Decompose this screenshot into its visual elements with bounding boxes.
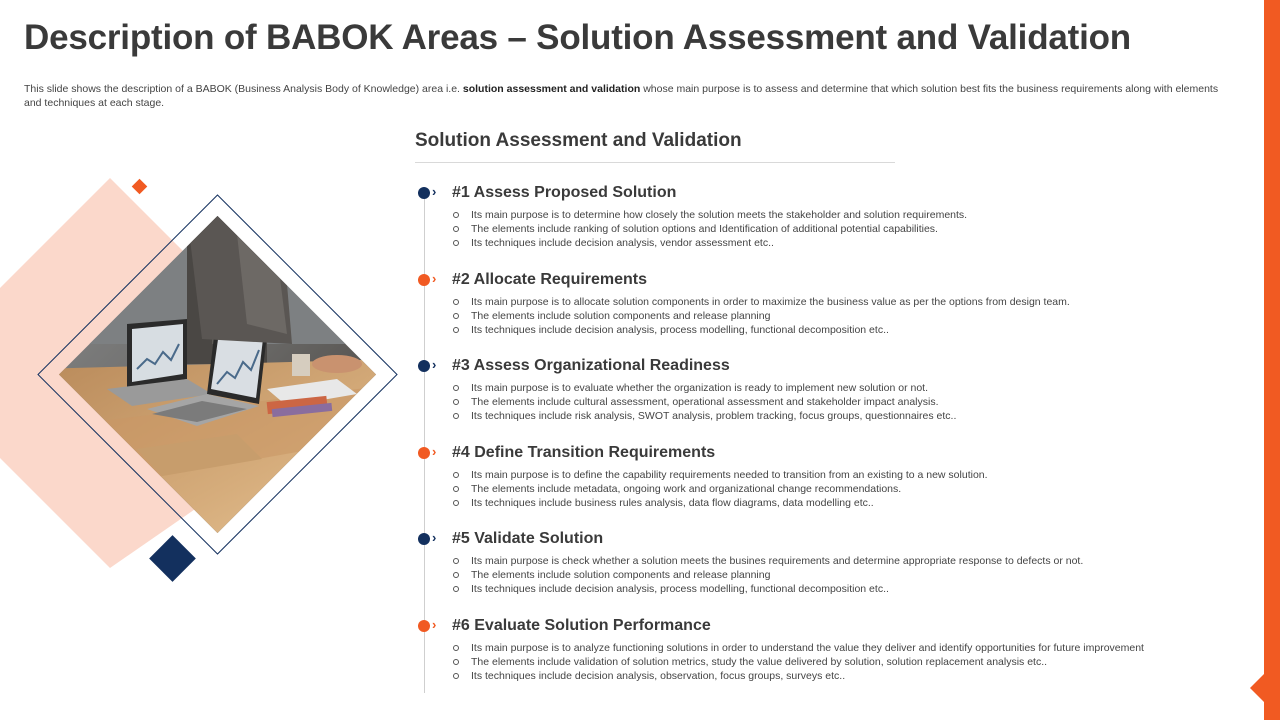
circle-dot-icon	[418, 533, 430, 545]
list-item: Its main purpose is to determine how closely the solution meets the stakeholder and solution requirements.	[452, 208, 1272, 222]
step-3	[415, 357, 1275, 444]
chevron-right-icon: ›	[432, 184, 437, 199]
step-bullets	[452, 381, 1272, 423]
chevron-right-icon: ›	[432, 443, 437, 459]
intro-text-start: This slide shows the description of a BABOK (Business Analysis Body of Knowledge) area i.e.	[24, 83, 463, 95]
list-item: Its main purpose is to analyze functioning solutions in order to understand the value they deliver and identify opportunities for future improvement	[452, 641, 1272, 655]
list-item: Its main purpose is to define the capability requirements needed to transition from an existing to a new solution.	[452, 468, 1272, 482]
intro-text-bold: solution assessment and validation	[462, 83, 641, 95]
list-item: The elements include metadata, ongoing work and organizational change recommendations.	[452, 482, 1272, 496]
section-divider	[415, 162, 895, 163]
list-item: Its main purpose is to evaluate whether the organization is ready to implement new solution or not.	[452, 381, 1272, 395]
step-title: #3 Assess Organizational Readiness	[452, 357, 730, 374]
step-1	[415, 184, 1275, 271]
office-meeting-photo	[37, 194, 398, 555]
list-item: The elements include validation of solution metrics, study the value delivered by solution, solution replacement analysis etc..	[452, 655, 1272, 669]
list-item: Its techniques include business rules analysis, data flow diagrams, data modelling etc..	[452, 496, 1272, 510]
list-item: The elements include ranking of solution options and Identification of additional potential capabilities.	[452, 222, 1272, 236]
list-item: Its techniques include decision analysis, observation, focus groups, surveys etc..	[452, 669, 1272, 683]
list-item: Its techniques include risk analysis, SWOT analysis, problem tracking, focus groups, questionnaires etc..	[452, 409, 1272, 423]
circle-dot-icon	[418, 187, 430, 199]
section-title: Solution Assessment and Validation	[415, 130, 742, 151]
step-bullets	[452, 554, 1272, 596]
step-5	[415, 530, 1275, 617]
list-item: Its main purpose is to allocate solution components in order to maximize the business value as per the options from design team.	[452, 295, 1272, 309]
chevron-right-icon: ›	[432, 616, 437, 632]
step-6	[415, 617, 1275, 704]
list-item: The elements include solution components and release planning	[452, 309, 1272, 323]
step-title: #2 Allocate Requirements	[452, 270, 648, 288]
chevron-right-icon: ›	[432, 530, 437, 545]
list-item: The elements include solution components and release planning	[452, 568, 1272, 582]
step-title: #5 Validate Solution	[452, 530, 604, 547]
intro-paragraph	[24, 82, 1224, 110]
circle-dot-icon	[418, 360, 430, 372]
steps-list	[415, 184, 1275, 703]
list-item: Its techniques include decision analysis, process modelling, functional decomposition etc..	[452, 323, 1272, 337]
intro-text-end: whose main purpose is to assess and determine that which solution best fits the business requirements along with elements and techniques at each stage.	[24, 83, 1219, 109]
circle-dot-icon	[418, 620, 430, 632]
step-2	[415, 271, 1275, 358]
list-item: The elements include cultural assessment, operational assessment and stakeholder impact analysis.	[452, 395, 1272, 409]
chevron-right-icon: ›	[432, 357, 437, 372]
step-bullets	[452, 208, 1272, 250]
step-4	[415, 444, 1275, 531]
step-title: #4 Define Transition Requirements	[452, 443, 716, 461]
step-bullets	[452, 468, 1272, 510]
page-title: Description of BABOK Areas – Solution Assessment and Validation	[24, 18, 1131, 57]
circle-dot-icon	[418, 447, 430, 459]
list-item: Its techniques include decision analysis, process modelling, functional decomposition etc..	[452, 582, 1272, 596]
chevron-right-icon: ›	[432, 270, 437, 286]
list-item: Its main purpose is check whether a solution meets the busines requirements and determine appropriate response to defects or not.	[452, 554, 1272, 568]
circle-dot-icon	[418, 274, 430, 286]
step-title: #6 Evaluate Solution Performance	[452, 616, 711, 634]
step-bullets	[452, 295, 1272, 337]
photo-diamond	[37, 194, 398, 555]
list-item: Its techniques include decision analysis, vendor assessment etc..	[452, 236, 1272, 250]
step-bullets	[452, 641, 1272, 683]
step-title: #1 Assess Proposed Solution	[452, 184, 677, 201]
